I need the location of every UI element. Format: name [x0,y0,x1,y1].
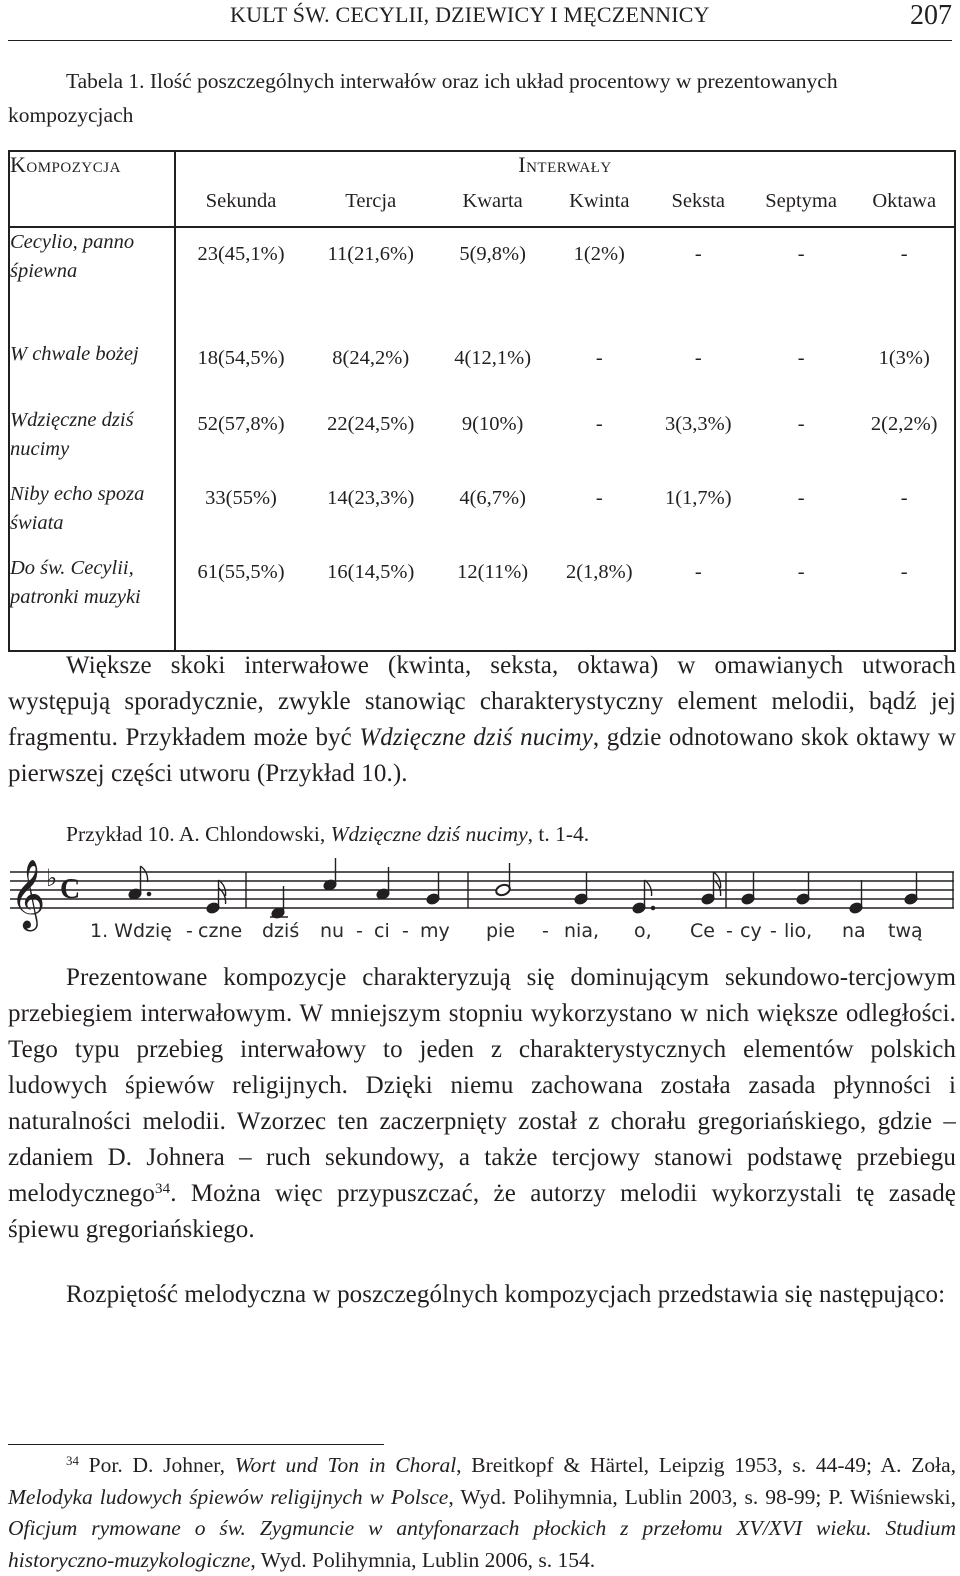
lyric-syllable: - [542,920,549,942]
table-cell: 52(57,8%) [197,413,285,435]
table-cell: 4(6,7%) [459,487,526,509]
table-row [9,227,955,340]
title-reference: Wdzięczne dziś nucimy [359,724,593,751]
table-cell: 18(54,5%) [197,347,285,369]
lyric-syllable: lio, [784,920,813,942]
lyric-syllable: twą [888,920,923,942]
footnote-reference: 34 [154,1180,171,1197]
lyric-syllable: ci [374,920,390,942]
table-cell: 1(1,7%) [664,487,732,509]
table-cell: 1(3%) [854,340,955,406]
column-header: Seksta [649,190,748,227]
table-cell: - [797,487,805,509]
table-caption: Tabela 1. Ilość poszczególnych interwałów oraz ich układ procentowy w prezentowanych kompozycjach [8,69,838,127]
intervals-table [8,150,956,652]
table-cell: 3(3,3%) [664,413,732,435]
composition-name: Niby echo spoza świata [9,480,175,554]
table-cell: 12(11%) [435,554,549,651]
composition-name: Do św. Cecylii, patronki muzyki [9,554,175,651]
table-cell: 23(45,1%) [197,243,285,265]
table-row [9,340,955,406]
lyric-syllable: cy [740,920,762,942]
example-caption: Przykład 10. A. Chlondowski, Wdzięczne dziś nucimy, t. 1-4. [66,822,590,846]
table-cell: - [649,554,748,651]
paragraph [8,960,956,1248]
table-cell: - [797,347,805,369]
paragraph: Rozpiętość melodyczna w poszczególnych kompozycjach przedstawia się następująco: [66,1281,946,1308]
table-cell: 2(1,8%) [550,554,649,651]
table-cell: - [854,480,955,554]
flat-icon: ♭ [46,864,58,892]
footnote: $^{34}$ Por. D. Johner, Wort und Ton in Choral, Breitkopf & Härtel, Leipzig 1953, s. 44-49; A. Zoła, Melodyka ludowych śpiewów religijnych w Polsce, Wyd. Polihymnia, Lublin 2003, s. 98-99; P. Wiśniewski, Oficjum rymowane o św. Zygmuncie w antyfonarzach płockich z przełomu XV/XVI wieku. Studium historyczno-muzykologiczne, Wyd. Polihymnia, Lublin 2006, s. 154. [8,1453,956,1572]
lyric-syllable: o, [634,920,652,942]
table-cell: - [694,347,702,369]
table-cell: - [797,243,805,265]
table-cell: - [854,227,955,340]
treble-clef-icon: 𝄞 [10,859,46,929]
column-header: Tercja [306,190,436,227]
lyric-syllable: my [420,920,450,942]
lyric-syllable: - [402,920,409,942]
lyric-syllable: czne [198,920,243,942]
table-cell: - [748,554,855,651]
table-cell: 11(21,6%) [327,243,414,265]
table-cell: - [854,554,955,651]
paragraph-text: Większe skoki interwałowe (kwinta, seksta, oktawa) w omawianych utworach występują sporadycznie, zwykle stanowiąc charakterystyczny element melodii, bądź jej fragmentu. Przykładem może być [8,652,956,751]
table-cell: 5(9,8%) [459,243,526,265]
lyric-syllable: nu [320,920,345,942]
table-cell: 22(24,5%) [327,413,415,435]
table-cell: 61(55,5%) [175,554,306,651]
lyric-syllable: pie [486,920,516,942]
column-header: Kwinta [550,190,649,227]
header-rule [8,40,952,41]
lyric-syllable: - [770,920,777,942]
paragraph-text: . Można więc przypuszczać, że autorzy melodii wykorzystali tę zasadę śpiewu gregoriańskiego. [8,1180,956,1243]
table-row [9,480,955,554]
composition-name: W chwale bożej [9,340,175,406]
paragraph-text: Prezentowane kompozycje charakteryzują się dominującym sekundowo-tercjowym przebiegiem interwałowym. W mniejszym stopniu wykorzystano w nich większe odległości. Tego typu przebieg interwałowy to jeden z charakterystycznych elementów polskich ludowych śpiewów religijnych. Dzięki niemu zachowana została zasada płynności i naturalności melodii. Wzorzec ten zaczerpnięty został z chorału gregoriańskiego, gdzie – zdaniem D. Johnera – ruch sekundowy, a także tercjowy stanowi podstawę przebiegu melodycznego [8,964,956,1207]
table-row [9,554,955,651]
composition-header: Kompozycja [9,151,175,227]
table-cell: - [595,487,603,509]
music-lyrics [8,918,956,948]
table-cell: 14(23,3%) [327,487,415,509]
lyric-syllable: - [726,920,733,942]
column-header: Kwarta [435,190,549,227]
lyric-syllable: dziś [262,920,300,942]
intervals-header: Interwały [175,151,955,190]
table-cell: 1(2%) [573,243,625,265]
table-cell: 8(24,2%) [332,347,410,369]
table-cell: - [595,347,603,369]
table-row [9,406,955,480]
column-header: Oktawa [854,190,955,227]
lyric-syllable: - [356,920,363,942]
common-time-icon: C [60,874,81,905]
table-cell: 9(10%) [461,413,524,435]
note [495,883,511,897]
table-cell: - [595,413,603,435]
table-cell: - [694,243,702,265]
staff-lines [10,872,954,908]
table-cell: 2(2,2%) [854,406,955,480]
composition-name: Wdzięczne dziś nucimy [9,406,175,480]
paragraph-text: , gdzie odnotowano skok oktawy w pierwszej części utworu (Przykład 10.). [8,724,956,787]
lyric-syllable: 1. Wdzię [90,920,172,942]
table-cell: - [797,413,805,435]
footnote-number: 34 [66,1453,79,1468]
composition-name: Cecylio, panno śpiewna [9,227,175,340]
footnote-rule [8,1444,384,1445]
lyric-syllable: - [186,920,193,942]
paragraph [8,648,956,792]
page-number: 207 [910,0,952,31]
table-cell: 33(55%) [205,487,277,509]
lyric-syllable: na [842,920,866,942]
column-header: Sekunda [175,190,306,227]
lyric-syllable: Ce [690,920,715,942]
page-header [0,0,960,42]
table-cell: 16(14,5%) [306,554,436,651]
running-head: KULT ŚW. CECYLII, DZIEWICY I MĘCZENNICY [230,2,710,27]
table-cell: 4(12,1%) [454,347,532,369]
column-header: Septyma [748,190,855,227]
lyric-syllable: nia, [564,920,600,942]
